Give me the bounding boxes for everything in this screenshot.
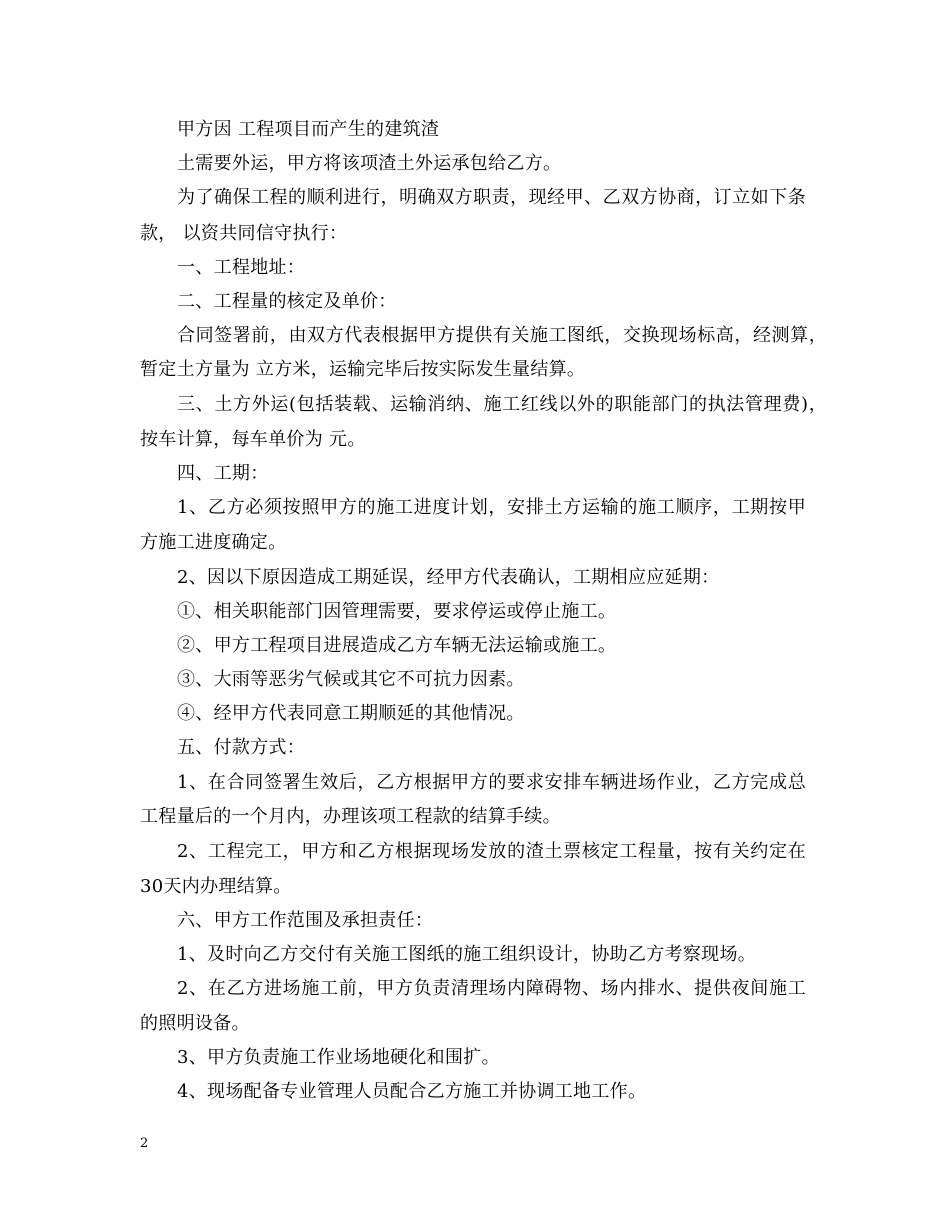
section-heading: 四、工期： — [177, 463, 269, 484]
section-heading: 六、甲方工作范围及承担责任： — [177, 910, 434, 931]
page-number: 2 — [140, 1136, 149, 1151]
list-item: ④、经甲方代表同意工期顺延的其他情况。 — [177, 703, 525, 724]
paragraph-line: 为了确保工程的顺利进行，明确双方职责，现经甲、乙双方协商，订立如下条 — [177, 187, 806, 208]
paragraph-line: 4、现场配备专业管理人员配合乙方施工并协调工地工作。 — [177, 1081, 647, 1102]
paragraph-line: 甲方因 工程项目而产生的建筑渣 — [177, 119, 440, 140]
paragraph-line: 按车计算，每车单价为 元。 — [140, 429, 366, 450]
paragraph-line: 1、乙方必须按照甲方的施工进度计划，安排土方运输的施工顺序，工期按甲 — [177, 497, 806, 518]
paragraph-line: 暂定土方量为 立方米，运输完毕后按实际发生量结算。 — [140, 359, 586, 380]
paragraph-line: 方施工进度确定。 — [140, 532, 287, 553]
list-item: ①、相关职能部门因管理需要，要求停运或停止施工。 — [177, 601, 617, 622]
paragraph-line: 的照明设备。 — [140, 1013, 250, 1034]
section-heading: 三、土方外运(包括装载、运输消纳、施工红线以外的职能部门的执法管理费)， — [177, 394, 827, 415]
paragraph-line: 3、甲方负责施工作业场地硬化和围扩。 — [177, 1047, 500, 1068]
paragraph-line: 款， 以资共同信守执行： — [140, 223, 348, 244]
list-item: ②、甲方工程项目进展造成乙方车辆无法运输或施工。 — [177, 635, 617, 656]
paragraph-line: 2、在乙方进场施工前，甲方负责清理场内障碍物、场内排水、提供夜间施工 — [177, 978, 806, 999]
section-heading: 二、工程量的核定及单价： — [177, 291, 397, 312]
list-item: ③、大雨等恶劣气候或其它不可抗力因素。 — [177, 669, 525, 690]
section-heading: 一、工程地址： — [177, 257, 306, 278]
paragraph-line: 1、在合同签署生效后，乙方根据甲方的要求安排车辆进场作业，乙方完成总 — [177, 772, 806, 793]
section-heading: 五、付款方式： — [177, 737, 306, 758]
paragraph-line: 2、因以下原因造成工期延误，经甲方代表确认，工期相应应延期： — [177, 567, 720, 588]
paragraph-line: 1、及时向乙方交付有关施工图纸的施工组织设计，协助乙方考察现场。 — [177, 944, 757, 965]
paragraph-line: 合同签署前，由双方代表根据甲方提供有关施工图纸，交换现场标高，经测算， — [177, 325, 827, 346]
paragraph-line: 30天内办理结算。 — [140, 876, 292, 897]
paragraph-line: 2、工程完工，甲方和乙方根据现场发放的渣土票核定工程量，按有关约定在 — [177, 841, 806, 862]
paragraph-line: 土需要外运，甲方将该项渣土外运承包给乙方。 — [177, 153, 562, 174]
paragraph-line: 工程量后的一个月内，办理该项工程款的结算手续。 — [140, 806, 561, 827]
